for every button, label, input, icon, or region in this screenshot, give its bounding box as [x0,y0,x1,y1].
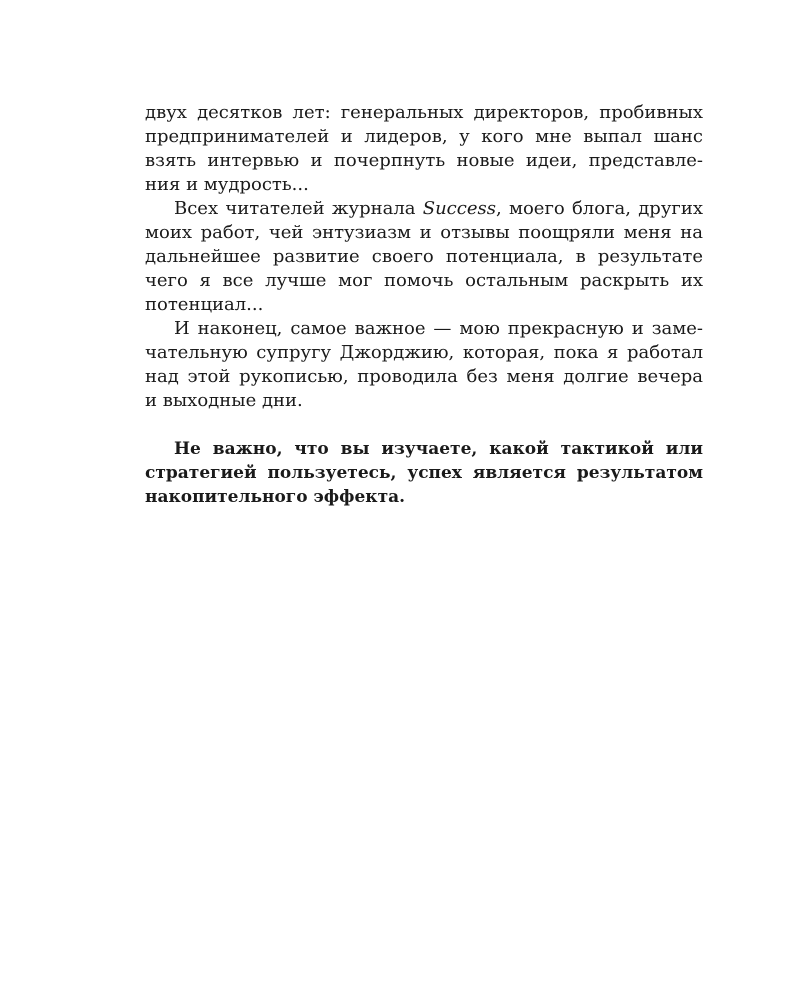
text-span: Всех читателей журнала [174,198,423,219]
text-line: моих работ, чей энтузиазм и отзывы поощряли меня на [145,222,703,243]
text-line: предпринимателей и лидеров, у кого мне выпал шанс [145,126,703,147]
text-line: над этой рукописью, проводила без меня долгие вечера [145,366,703,387]
paragraph-2 [145,197,703,317]
text-line: потенциал... [145,294,264,315]
text-line: чательную супругу Джорджию, которая, пока я работал [145,342,703,363]
text-line [145,197,703,221]
paragraph-spacer [145,413,703,437]
text-line: и выходные дни. [145,390,303,411]
text-line: чего я все лучше мог помочь остальным раскрыть их [145,270,703,291]
text-line: двух десятков лет: генеральных директоров, пробивных [145,102,703,123]
paragraph-3 [145,317,703,413]
quote-line: накопительного эффекта. [145,487,406,507]
quote-line: стратегией пользуетесь, успех является результатом [145,463,703,483]
text-line: И наконец, самое важное — мою прекрасную и заме- [174,318,703,339]
text-line: ния и мудрость... [145,174,309,195]
paragraph-1 [145,101,703,197]
bold-quote [145,437,703,509]
text-line: дальнейшее развитие своего потенциала, в результате [145,246,703,267]
text-line: взять интервью и почерпнуть новые идеи, представле- [145,150,703,171]
magazine-title: Success [422,198,496,219]
quote-line: Не важно, что вы изучаете, какой тактикой или [174,439,703,459]
text-span: , моего блога, других [495,198,703,219]
page-body [145,101,703,509]
